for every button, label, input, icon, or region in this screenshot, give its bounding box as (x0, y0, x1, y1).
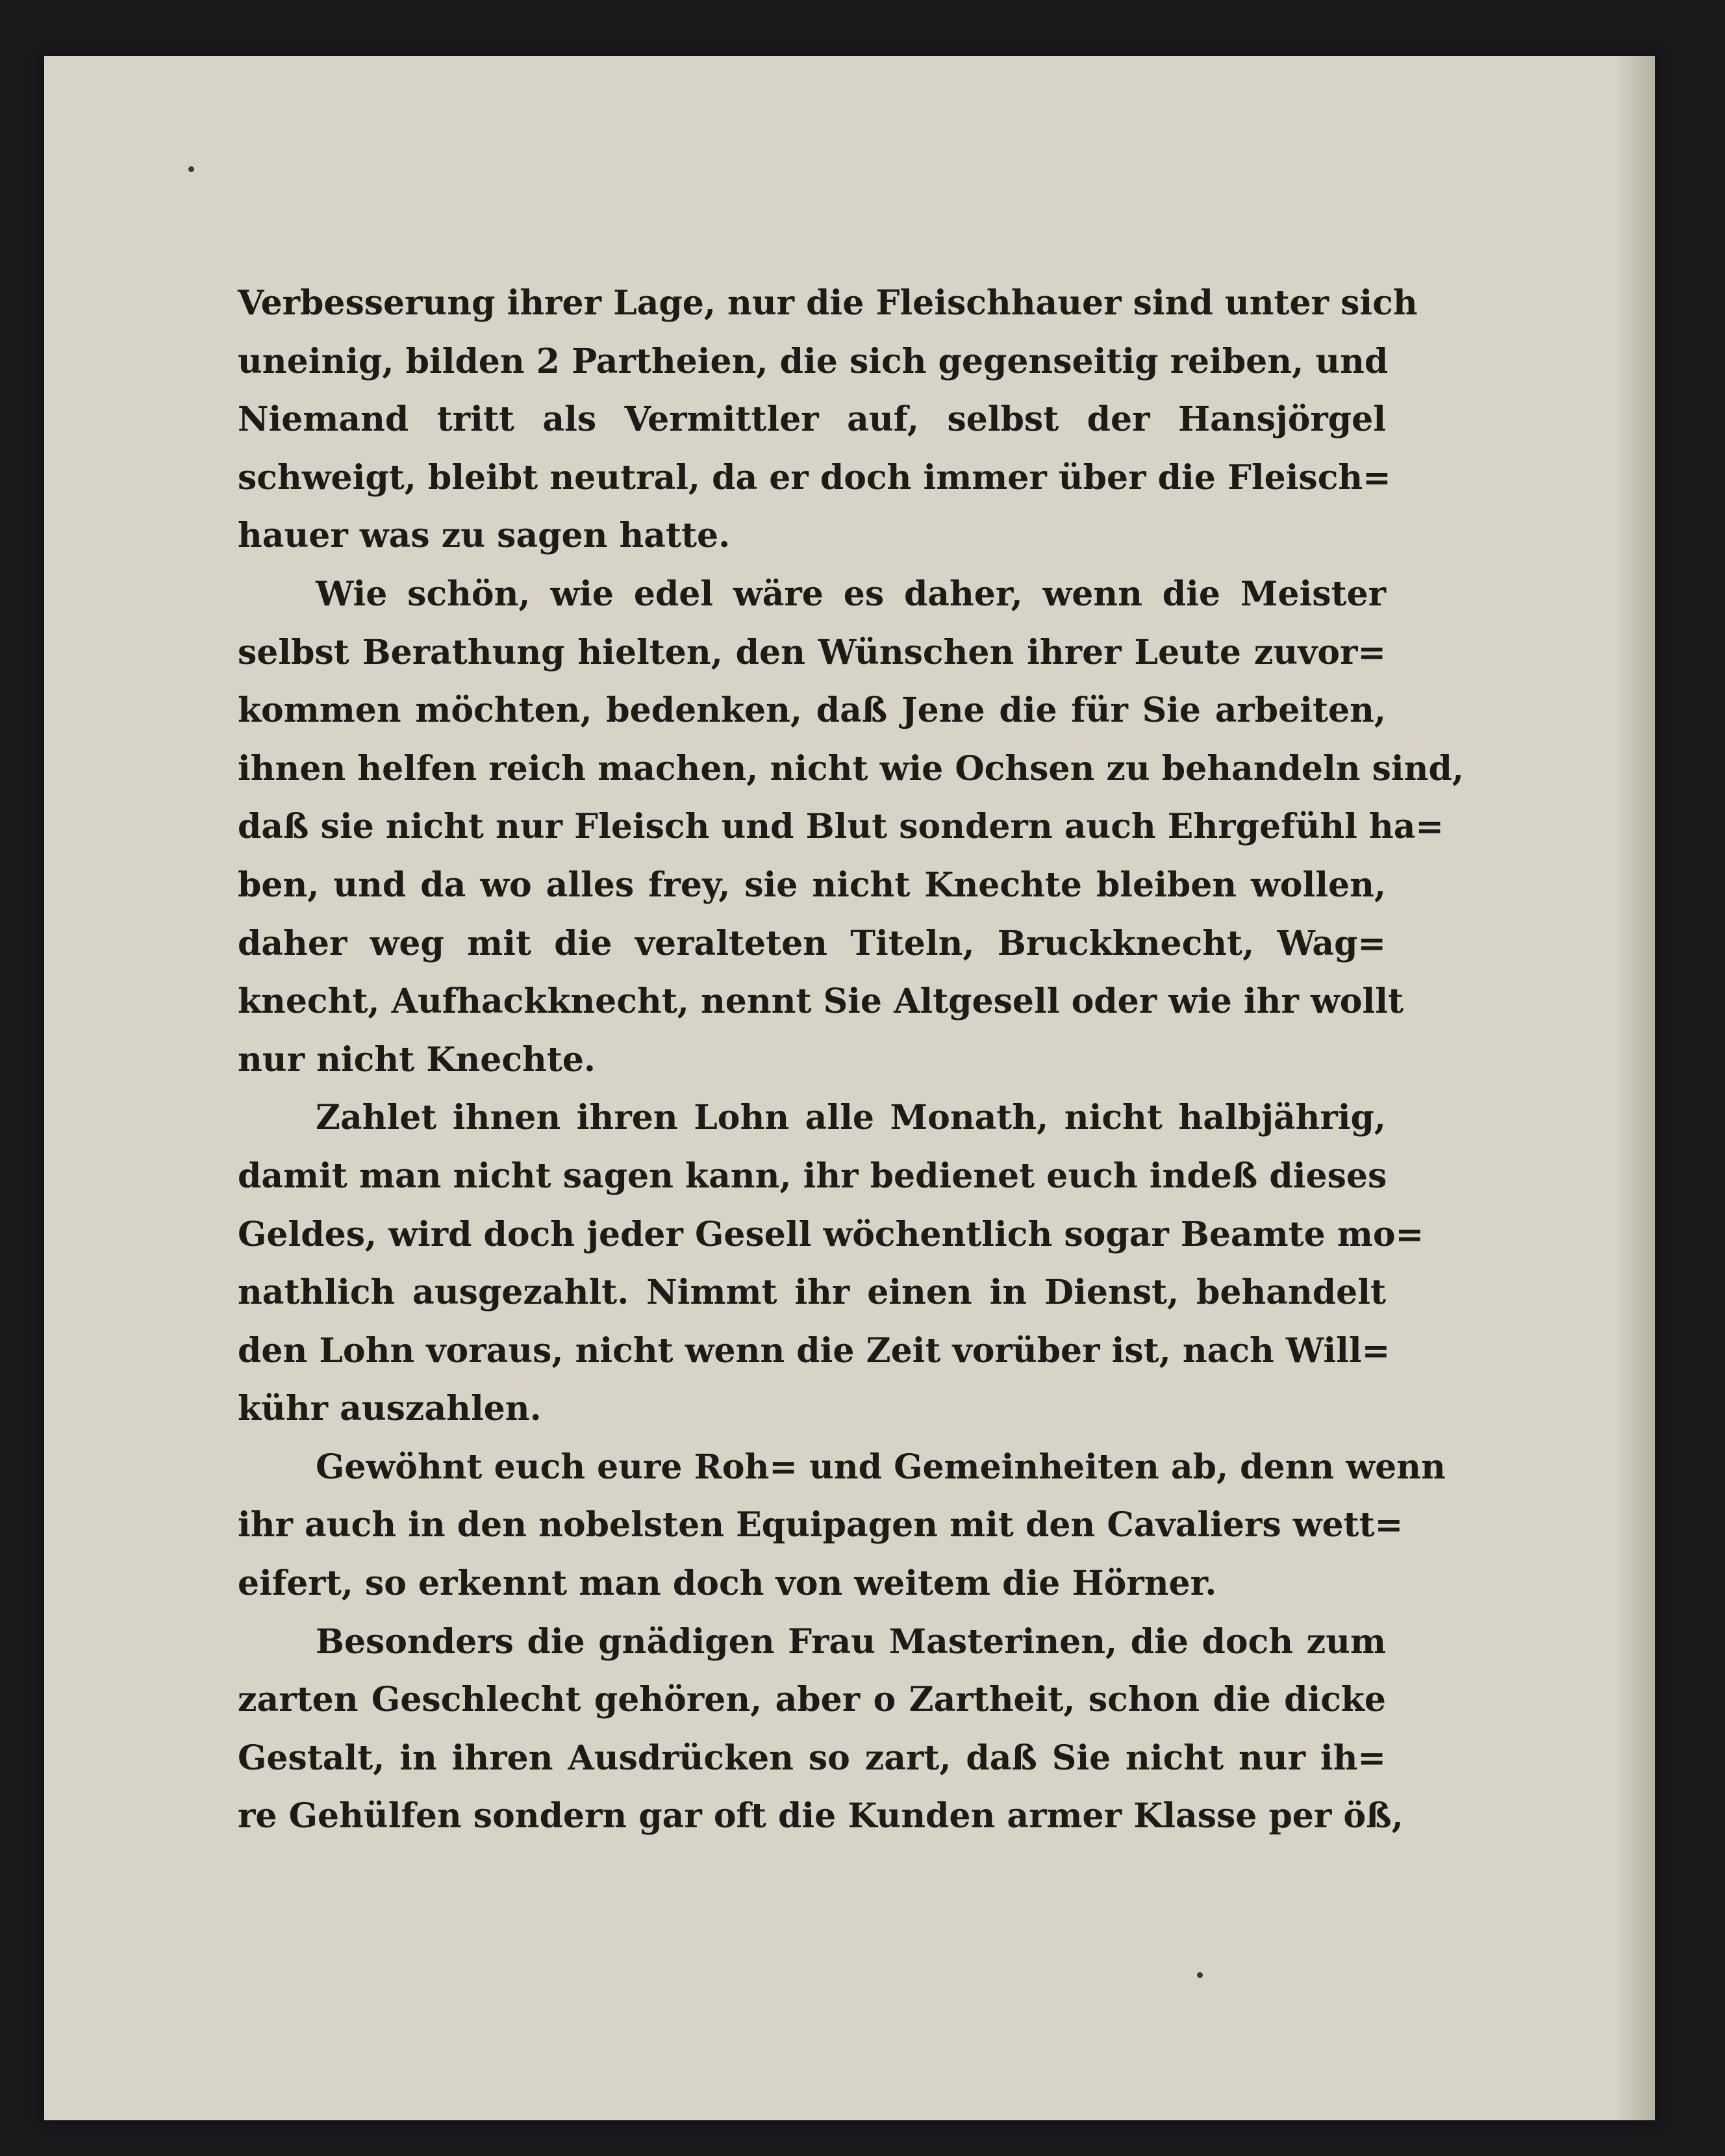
text-line: ben, und da wo alles frey, sie nicht Knechte bleiben wollen, (238, 865, 1386, 905)
text-line: kommen möchten, bedenken, daß Jene die für Sie arbeiten, (238, 691, 1386, 731)
text-line: daß sie nicht nur Fleisch und Blut sondern auch Ehrgefühl ha= (238, 807, 1444, 847)
text-line: Gestalt, in ihren Ausdrücken so zart, daß Sie nicht nur ih= (238, 1738, 1386, 1778)
text-line: re Gehülfen sondern gar oft die Kunden armer Klasse per öß, (238, 1796, 1404, 1836)
text-line: Verbesserung ihrer Lage, nur die Fleischhauer sind unter sich (238, 283, 1418, 323)
text-line: Gewöhnt euch eure Roh= und Gemeinheiten ab, denn wenn (316, 1447, 1446, 1487)
text-line: ihnen helfen reich machen, nicht wie Ochsen zu behandeln sind, (238, 748, 1464, 789)
text-line: Zahlet ihnen ihren Lohn alle Monath, nicht halbjährig, (316, 1098, 1386, 1138)
text-line: Geldes, wird doch jeder Gesell wöchentlich sogar Beamte mo= (238, 1214, 1424, 1254)
text-line: nathlich ausgezahlt. Nimmt ihr einen in Dienst, behandelt (238, 1273, 1386, 1313)
text-line: kühr auszahlen. (238, 1389, 542, 1429)
text-line: zarten Geschlecht gehören, aber o Zartheit, schon die dicke (238, 1680, 1386, 1720)
text-line: Niemand tritt als Vermittler auf, selbst der Hansjörgel (238, 399, 1386, 440)
text-line: den Lohn voraus, nicht wenn die Zeit vorüber ist, nach Will= (238, 1330, 1391, 1371)
text-line: selbst Berathung hielten, den Wünschen ihrer Leute zuvor= (238, 632, 1386, 672)
text-line: damit man nicht sagen kann, ihr bedienet euch indeß dieses (238, 1156, 1387, 1196)
text-line: hauer was zu sagen hatte. (238, 516, 731, 556)
text-line: Besonders die gnädigen Frau Masterinen, die doch zum (316, 1621, 1386, 1662)
text-line: daher weg mit die veralteten Titeln, Bruckknecht, Wag= (238, 923, 1386, 963)
text-line: Wie schön, wie edel wäre es daher, wenn die Meister (316, 574, 1386, 614)
document-page (44, 56, 1655, 2120)
text-line: knecht, Aufhackknecht, nennt Sie Altgesell oder wie ihr wollt (238, 982, 1404, 1022)
ink-speck (1197, 1972, 1203, 1978)
body-text (238, 274, 1464, 1845)
text-line: uneinig, bilden 2 Partheien, die sich gegenseitig reiben, und (238, 341, 1389, 381)
text-line: eifert, so erkennt man doch von weitem die Hörner. (238, 1564, 1217, 1604)
text-line: ihr auch in den nobelsten Equipagen mit den Cavaliers wett= (238, 1505, 1404, 1545)
ink-speck (188, 166, 194, 172)
text-line: nur nicht Knechte. (238, 1039, 596, 1080)
text-line: schweigt, bleibt neutral, da er doch immer über die Fleisch= (238, 457, 1391, 498)
